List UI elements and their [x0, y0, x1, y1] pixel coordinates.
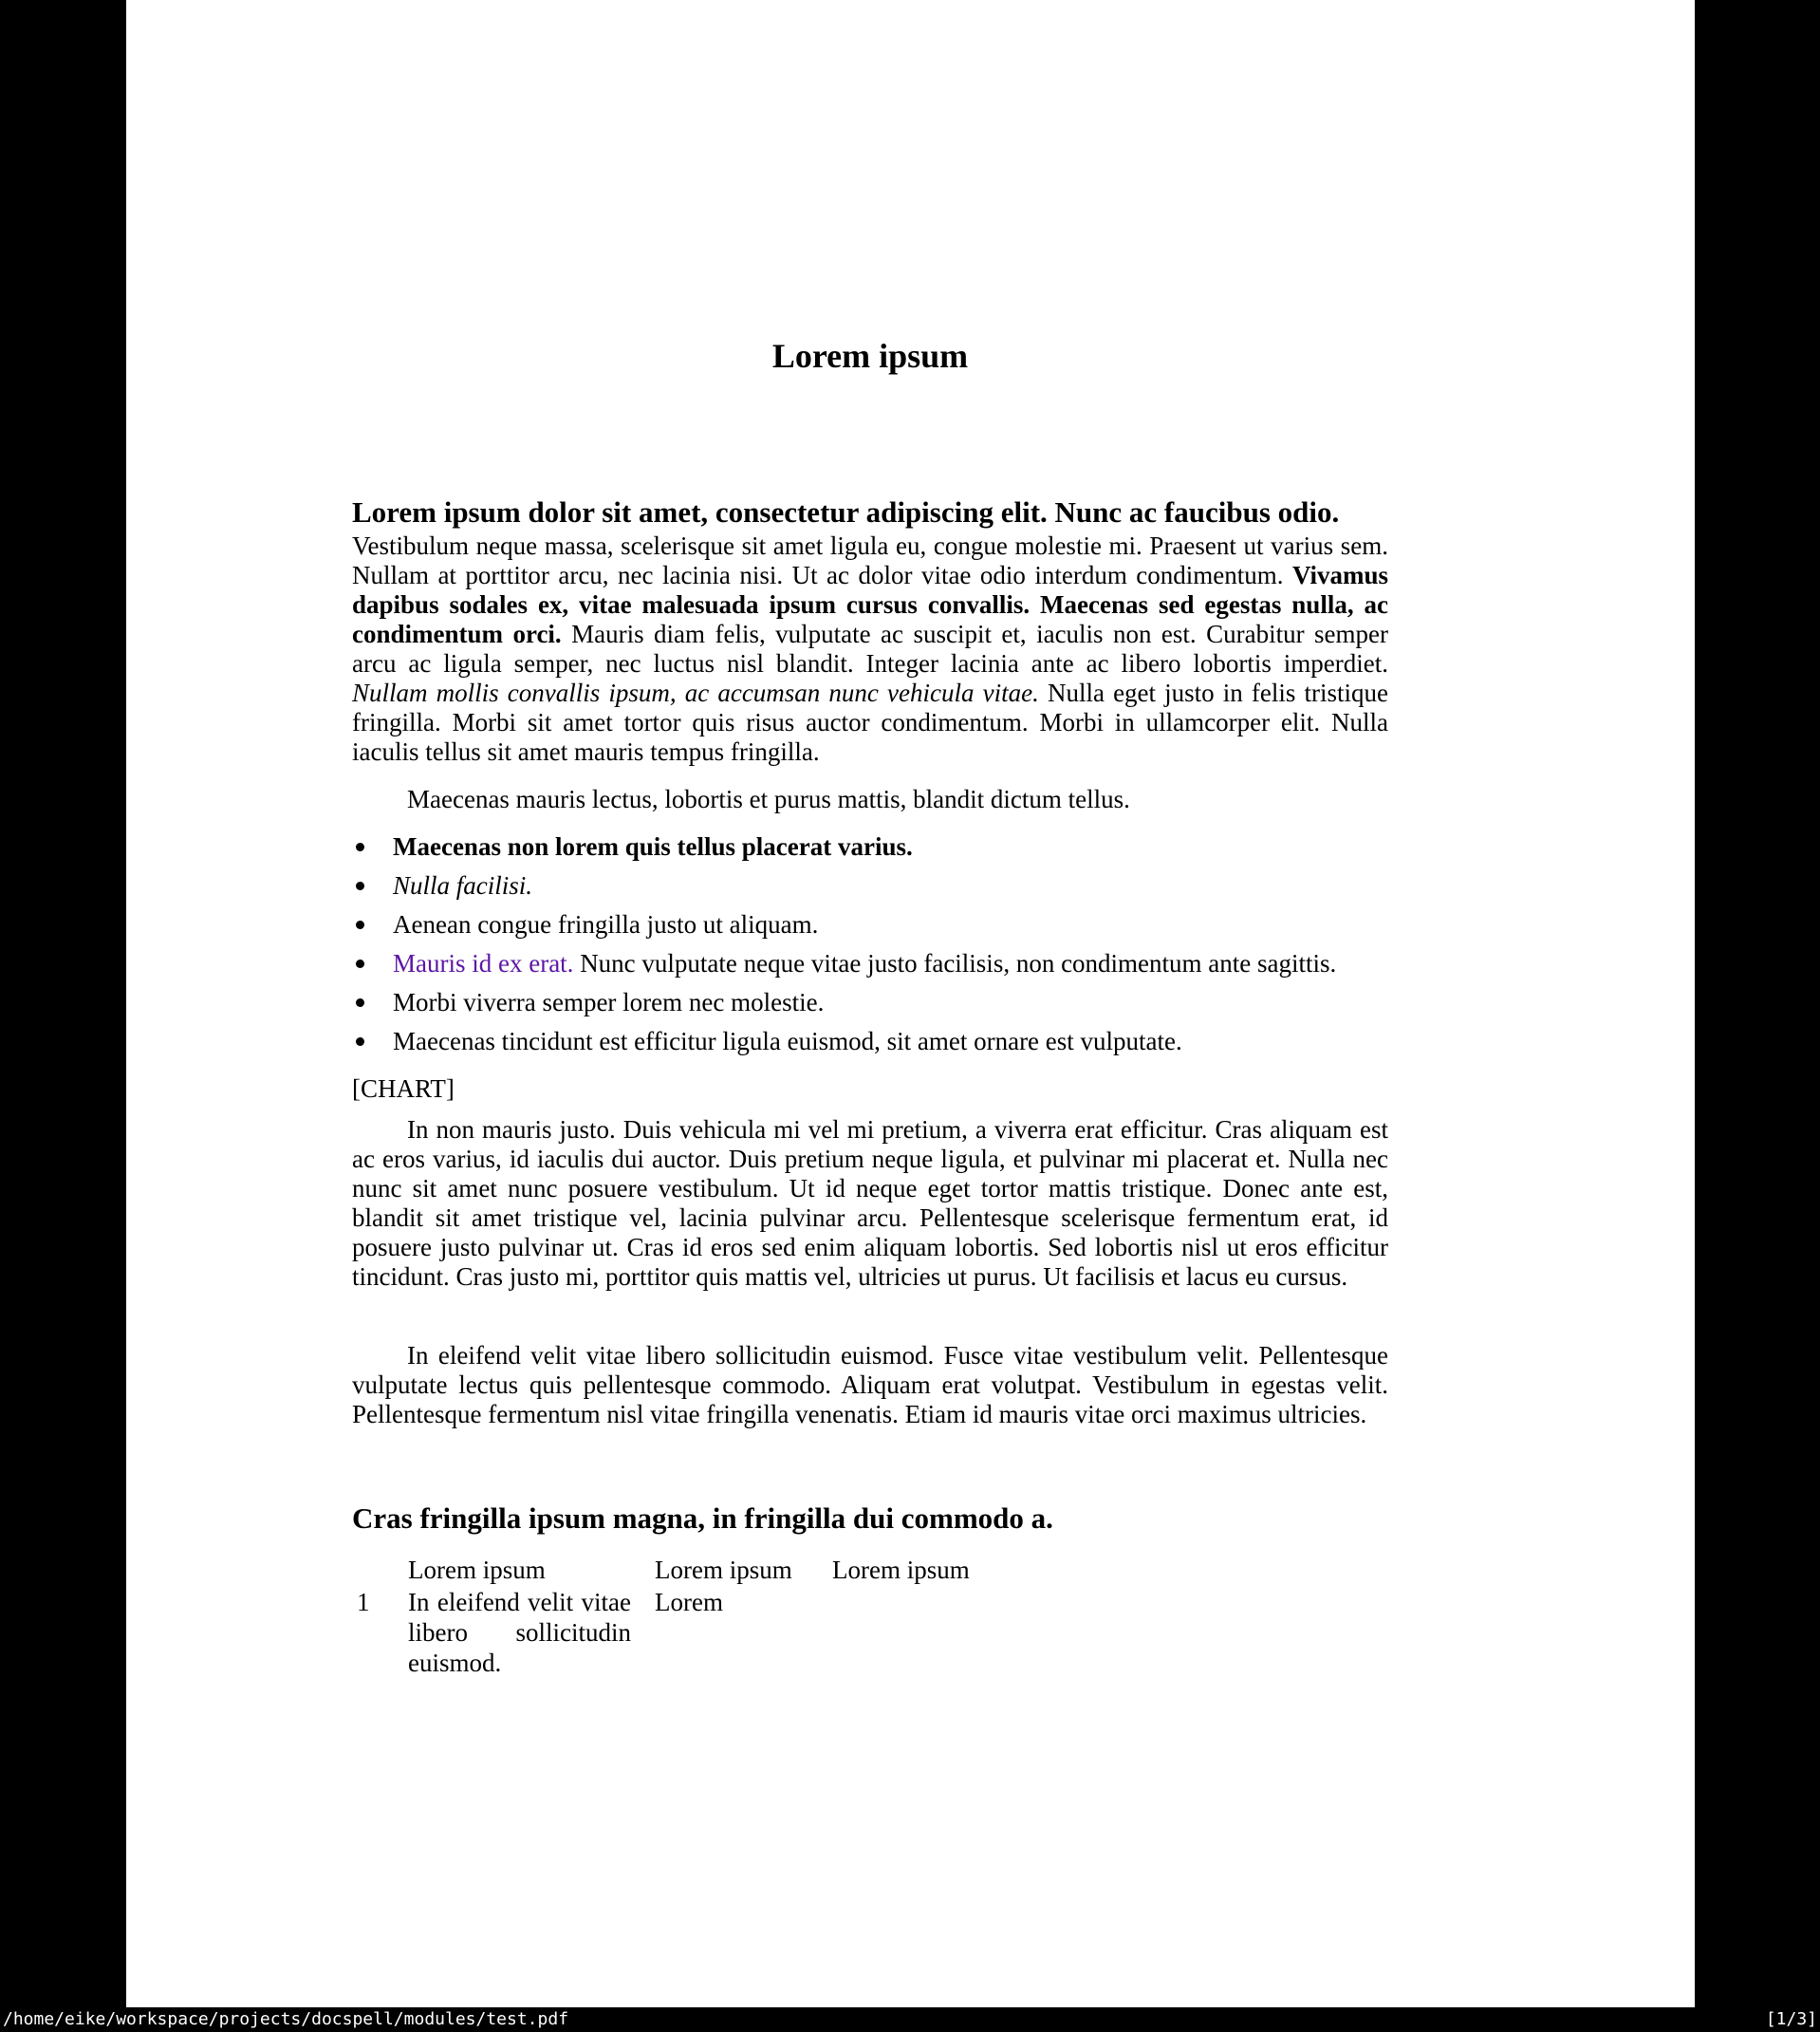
text-run: Vivamus dapibus sodales ex, vitae malesuada ipsum cursus convallis. Maecenas sed egestas nulla, ac condimentum orci.: [352, 561, 1388, 648]
list-item: [352, 988, 1388, 1017]
table-header-cell: Lorem ipsum: [408, 1556, 546, 1584]
text-run: Aenean congue fringilla justo ut aliquam.: [393, 910, 819, 939]
table-header-cell: Lorem ipsum: [655, 1556, 792, 1584]
table-cell: 1: [357, 1588, 370, 1616]
paragraph-intro: [352, 531, 1388, 767]
bullet-icon: [356, 998, 364, 1007]
table-header-cell: [357, 1555, 408, 1585]
pdf-hyperlink[interactable]: Mauris id ex erat.: [393, 949, 574, 978]
table-cell: Lorem: [655, 1588, 723, 1616]
text-run: Nunc vulputate neque vitae justo facilisis, non condimentum ante sagittis.: [573, 949, 1337, 978]
table-cell: [832, 1587, 1393, 1678]
text-run: Morbi viverra semper lorem nec molestie.: [393, 988, 825, 1016]
bullet-icon: [356, 843, 364, 851]
text-run: Maecenas tincidunt est efficitur ligula euismod, sit amet ornare est vulputate.: [393, 1027, 1182, 1055]
bullet-icon: [356, 960, 364, 968]
text-run: Nulla facilisi.: [393, 871, 533, 900]
statusbar: [0, 2007, 1820, 2032]
statusbar-page-indicator: [1/3]: [1765, 2009, 1817, 2029]
text-run: Nulla eget justo in felis tristique fringilla. Morbi sit amet tortor quis risus auctor condimentum. Morbi in ullamcorper elit. Nulla iaculis tellus sit amet mauris tempus fringilla.: [352, 679, 1389, 766]
bullet-list: [352, 832, 1388, 1066]
table-header-cell: Lorem ipsum: [832, 1556, 970, 1584]
document-title: Lorem ipsum: [771, 337, 969, 375]
text-run: Mauris diam felis, vulputate ac suscipit et, iaculis non est. Curabitur semper arcu ac ligula semper, nec luctus nisl blandit. Integer lacinia ante ac libero lobortis imperdiet.: [352, 620, 1388, 678]
list-item: [352, 910, 1388, 940]
list-item: [352, 1027, 1388, 1056]
paragraph-in-eleifend: In eleifend velit vitae libero sollicitudin euismod. Fusce vitae vestibulum velit. Pellentesque vulputate lectus quis pellentesque commodo. Aliquam erat volutpat. Vestibulum in egestas velit. Pellentesque fermentum nisl vitae fringilla venenatis. Etiam id mauris vitae orci maximus ultricies.: [352, 1341, 1388, 1428]
pdf-page[interactable]: [126, 0, 1695, 2007]
paragraph-in-non-mauris: In non mauris justo. Duis vehicula mi vel mi pretium, a viverra erat efficitur. Cras aliquam est ac eros varius, id iaculis dui auctor. Duis pretium neque ligula, et pulvinar mi placerat et. Nulla nec nunc sit amet nunc posuere vestibulum. Ut id neque eget tortor mattis tristique. Donec ante est, blandit sit amet tristique vel, lacinia pulvinar arcu. Pellentesque scelerisque fermentum erat, id posuere justo pulvinar ut. Cras id eros sed enim aliquam lobortis. Sed lobortis nisl ut eros efficitur tincidunt. Cras justo mi, porttitor quis mattis vel, ultricies ut purus. Ut facilisis et lacus eu cursus.: [352, 1115, 1388, 1291]
section-heading-2: Cras fringilla ipsum magna, in fringilla dui commodo a.: [352, 1501, 1053, 1535]
section-heading-1: Lorem ipsum dolor sit amet, consectetur adipiscing elit. Nunc ac faucibus odio.: [352, 495, 1340, 529]
table-row: [357, 1587, 1393, 1678]
bullet-icon: [356, 921, 364, 929]
paragraph-maecenas: Maecenas mauris lectus, lobortis et purus mattis, blandit dictum tellus.: [407, 785, 1130, 813]
chart-placeholder: [CHART]: [352, 1074, 455, 1103]
list-item: [352, 871, 1388, 901]
statusbar-filepath: /home/eike/workspace/projects/docspell/modules/test.pdf: [3, 2009, 569, 2029]
table-header-row: [357, 1555, 1393, 1585]
text-run: Vestibulum neque massa, scelerisque sit amet ligula eu, congue molestie mi. Praesent ut varius sem. Nullam at porttitor arcu, nec lacinia nisi. Ut ac dolor vitae odio interdum condimentum.: [352, 531, 1388, 589]
document-content: [352, 0, 1388, 2007]
table-cell: In eleifend velit vitae libero sollicitudin euismod.: [408, 1588, 631, 1677]
list-item: [352, 832, 1388, 862]
bullet-icon: [356, 1037, 364, 1046]
bullet-icon: [356, 882, 364, 890]
text-run: Nullam mollis convallis ipsum, ac accumsan nunc vehicula vitae.: [352, 679, 1039, 707]
lorem-table: [352, 1555, 1393, 1678]
list-item: [352, 949, 1388, 979]
text-run: Maecenas non lorem quis tellus placerat varius.: [393, 832, 913, 861]
